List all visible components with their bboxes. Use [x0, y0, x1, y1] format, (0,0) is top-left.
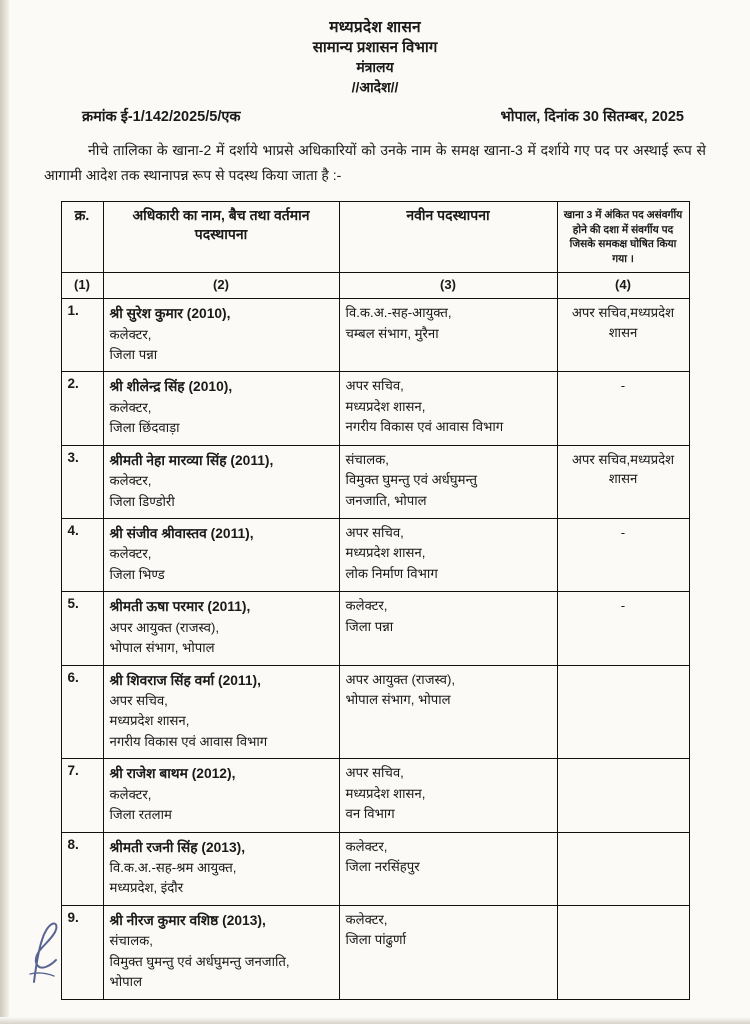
current-posting-line: कलेक्टर,: [109, 786, 152, 802]
table-row: [61, 832, 689, 905]
header-line-department: सामान्य प्रशासन विभाग: [312, 39, 438, 57]
officer-name: श्री नीरज कुमार वशिष्ठ (2013),: [109, 912, 266, 928]
current-posting-line: विमुक्त घुमन्तु एवं अर्धघुमन्तु जनजाति,: [109, 953, 290, 969]
column-number-1: (1): [61, 273, 103, 299]
row-equivalent-post: [557, 299, 689, 372]
officer-name: श्रीमती नेहा मारव्या सिंह (2011),: [109, 452, 274, 468]
page-bottom-shadow: [0, 1017, 750, 1024]
officer-name: श्री संजीव श्रीवास्तव (2011),: [109, 525, 254, 541]
current-posting-line: भोपाल: [109, 974, 143, 990]
equivalent-post-line: -: [620, 598, 626, 614]
row-serial: 2.: [61, 372, 103, 445]
current-posting-line: जिला डिण्डोरी: [109, 493, 175, 509]
table-row: [61, 518, 689, 591]
new-posting-line: जिला नरसिंहपुर: [345, 859, 420, 874]
officer-name: श्रीमती रजनी सिंह (2013),: [109, 839, 246, 855]
table-row: [61, 299, 689, 372]
row-new-posting: [339, 592, 557, 665]
row-equivalent-post: [557, 665, 689, 759]
current-posting-line: संचालक,: [109, 933, 153, 949]
column-header-new-posting: नवीन पदस्थापना: [339, 202, 557, 273]
new-posting-line: कलेक्टर,: [345, 598, 388, 614]
new-posting-line: वि.क.अ.-सह-आयुक्त,: [345, 305, 452, 321]
officer-name: श्री शीलेन्द्र सिंह (2010),: [109, 379, 233, 395]
current-posting-line: कलेक्टर,: [109, 399, 152, 415]
row-equivalent-post: [557, 832, 689, 905]
row-officer-details: [103, 832, 339, 905]
table-row: [61, 759, 689, 832]
row-new-posting: [339, 518, 557, 591]
row-new-posting: [339, 905, 557, 999]
row-new-posting: [339, 759, 557, 832]
new-posting-line: भोपाल संभाग, भोपाल: [345, 691, 451, 707]
new-posting-line: अपर सचिव,: [345, 524, 404, 540]
postings-table: [61, 201, 690, 999]
current-posting-line: कलेक्टर,: [109, 473, 152, 489]
row-officer-details: [103, 592, 339, 665]
row-officer-details: [103, 905, 339, 999]
row-equivalent-post: [557, 445, 689, 518]
row-serial: 5.: [61, 592, 103, 665]
row-serial: 7.: [61, 759, 103, 832]
current-posting-line: अपर सचिव,: [109, 692, 168, 708]
new-posting-line: अपर सचिव,: [345, 378, 404, 394]
new-posting-line: अपर सचिव,: [345, 765, 404, 781]
column-number-4: (4): [557, 273, 689, 299]
current-posting-line: जिला पन्ना: [109, 346, 158, 362]
equivalent-post-line: -: [620, 524, 626, 540]
equivalent-post-line: अपर सचिव,: [571, 451, 631, 467]
current-posting-line: मध्यप्रदेश, इंदौर: [109, 880, 184, 896]
officer-name: श्रीमती ऊषा परमार (2011),: [109, 599, 251, 615]
current-posting-line: अपर आयुक्त (राजस्व),: [109, 619, 220, 635]
new-posting-line: जिला पांढुर्णा: [345, 932, 407, 948]
order-number: क्रमांक ई-1/142/2025/5/एक: [82, 109, 241, 126]
order-meta-row: [30, 106, 720, 126]
row-equivalent-post: [557, 592, 689, 665]
row-new-posting: [339, 299, 557, 372]
new-posting-line: जनजाति, भोपाल: [345, 492, 427, 508]
current-posting-line: वि.क.अ.-सह-श्रम आयुक्त,: [109, 859, 237, 875]
row-new-posting: [339, 372, 557, 445]
row-officer-details: [103, 445, 339, 518]
column-number-3: (3): [339, 273, 557, 299]
officer-name: श्री शिवराज सिंह वर्मा (2011),: [109, 672, 261, 688]
row-new-posting: [339, 832, 557, 905]
current-posting-line: जिला भिण्ड: [109, 566, 165, 582]
new-posting-line: मध्यप्रदेश शासन,: [345, 785, 426, 801]
equivalent-post-line: अपर सचिव,: [571, 305, 631, 321]
new-posting-line: नगरीय विकास एवं आवास विभाग: [345, 419, 504, 435]
header-line-order: //आदेश//: [351, 78, 399, 95]
current-posting-line: कलेक्टर,: [109, 326, 152, 342]
column-header-officer: अधिकारी का नाम, बैच तथा वर्तमान पदस्थापना: [103, 202, 339, 273]
table-row: [61, 665, 689, 759]
table-row: [61, 905, 689, 999]
table-column-number-row: [61, 273, 689, 299]
row-equivalent-post: [557, 518, 689, 591]
new-posting-line: चम्बल संभाग, मुरैना: [345, 325, 439, 341]
current-posting-line: नगरीय विकास एवं आवास विभाग: [109, 733, 268, 749]
column-header-equivalent-post: खाना 3 में अंकित पद असंवर्गीय होने की दशा में संवर्गीय पद जिसके समकक्ष घोषित किया गया ।: [557, 202, 689, 273]
page-left-shadow: [0, 0, 9, 1024]
signature-mark: [26, 916, 66, 988]
table-header-row: [61, 202, 689, 273]
current-posting-line: मध्यप्रदेश शासन,: [109, 713, 190, 729]
row-new-posting: [339, 445, 557, 518]
officer-name: श्री राजेश बाथम (2012),: [109, 766, 236, 782]
row-serial: 9.: [61, 905, 103, 999]
header-line-state: मध्यप्रदेश शासन: [329, 19, 421, 36]
row-officer-details: [103, 518, 339, 591]
current-posting-line: भोपाल संभाग, भोपाल: [109, 640, 215, 656]
new-posting-line: संचालक,: [345, 451, 389, 467]
row-officer-details: [103, 759, 339, 832]
officer-name: श्री सुरेश कुमार (2010),: [109, 306, 231, 322]
header-line-ministry: मंत्रालय: [356, 59, 394, 76]
new-posting-line: मध्यप्रदेश शासन,: [345, 398, 426, 414]
row-serial: 3.: [61, 445, 103, 518]
row-officer-details: [103, 299, 339, 372]
row-equivalent-post: [557, 905, 689, 999]
order-place-date: भोपाल, दिनांक 30 सितम्बर, 2025: [500, 109, 684, 126]
new-posting-line: कलेक्टर,: [345, 911, 388, 927]
row-equivalent-post: [557, 759, 689, 832]
new-posting-line: कलेक्टर,: [345, 838, 388, 854]
current-posting-line: जिला छिंदवाड़ा: [109, 420, 180, 436]
equivalent-post-line: मध्यप्रदेश शासन: [608, 305, 675, 340]
table-row: [61, 445, 689, 518]
current-posting-line: जिला रतलाम: [109, 807, 172, 823]
new-posting-line: जिला पन्ना: [345, 618, 394, 634]
new-posting-line: विमुक्त घुमन्तु एवं अर्धघुमन्तु: [345, 472, 478, 488]
document-header: [30, 18, 720, 96]
row-serial: 6.: [61, 665, 103, 759]
row-serial: 8.: [61, 832, 103, 905]
table-body: [61, 299, 689, 999]
row-serial: 1.: [61, 299, 103, 372]
column-number-2: (2): [103, 273, 339, 299]
table-row: [61, 372, 689, 445]
new-posting-line: अपर आयुक्त (राजस्व),: [345, 671, 456, 687]
equivalent-post-line: मध्यप्रदेश शासन: [608, 451, 675, 487]
row-officer-details: [103, 372, 339, 445]
new-posting-line: मध्यप्रदेश शासन,: [345, 545, 426, 561]
current-posting-line: कलेक्टर,: [109, 546, 152, 562]
new-posting-line: वन विभाग: [345, 806, 395, 822]
new-posting-line: लोक निर्माण विभाग: [345, 565, 438, 581]
row-equivalent-post: [557, 372, 689, 445]
row-serial: 4.: [61, 518, 103, 591]
equivalent-post-line: -: [620, 378, 626, 394]
row-officer-details: [103, 665, 339, 759]
table-row: [61, 592, 689, 665]
order-intro-paragraph: नीचे तालिका के खाना-2 में दर्शाये भाप्रसे अधिकारियों को उनके नाम के समक्ष खाना-3 में दर्शाये गए पद पर अस्थाई रूप से आगामी आदेश तक स्थानापन्न रूप से पदस्थ किया जाता है :-: [44, 142, 706, 183]
row-new-posting: [339, 665, 557, 759]
column-header-serial: क्र.: [61, 202, 103, 273]
